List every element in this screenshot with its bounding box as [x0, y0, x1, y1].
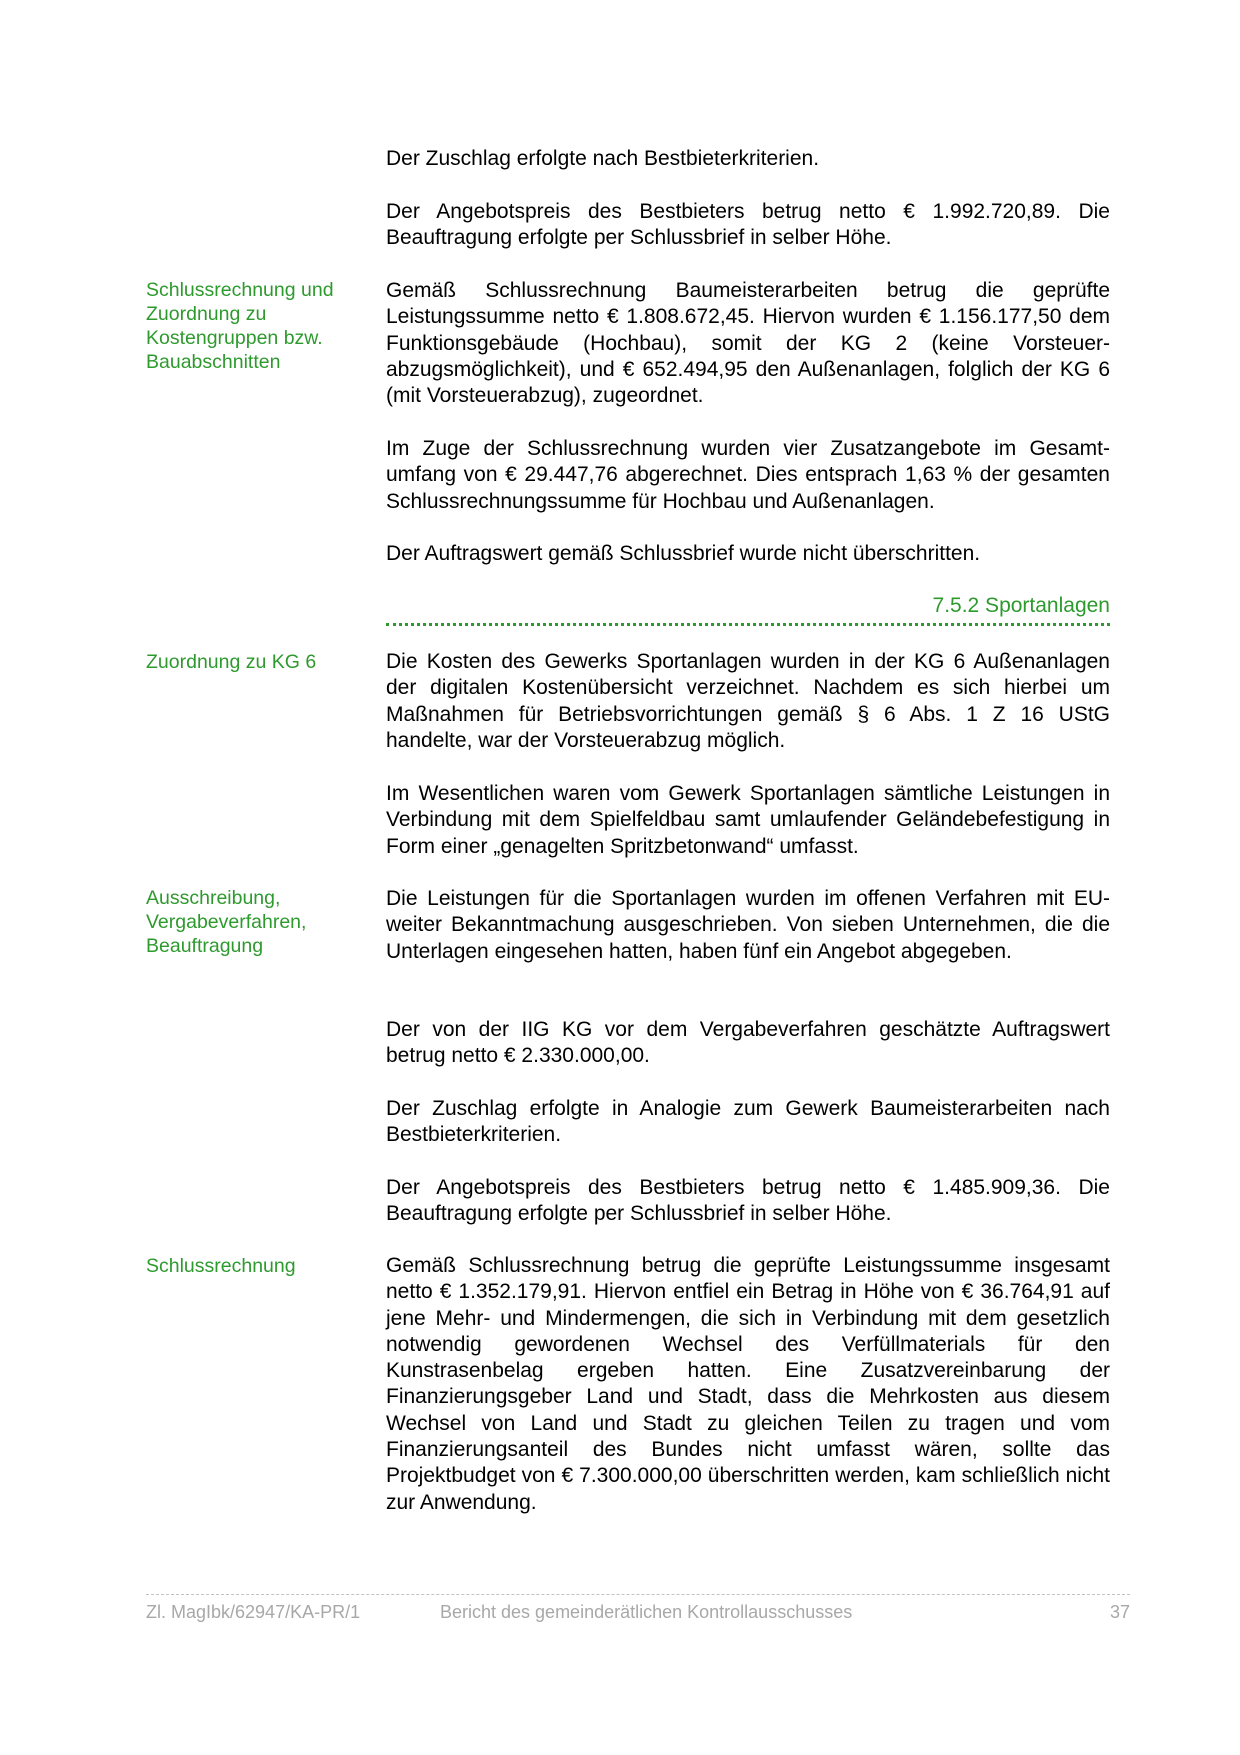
margin-note-ausschreibung	[146, 886, 361, 958]
paragraph-zuschlag: Der Zuschlag erfolgte nach Bestbieterkriterien.	[386, 147, 820, 170]
paragraph-zusatzangebote: Im Zuge der Schlussrechnung wurden vier Zusatzangebote im Gesamtumfang von € 29.447,76 abgerechnet. Dies entsprach 1,63 % der gesamten Schlussrechnungssumme für Hochbau und Außenanlagen.	[386, 437, 1110, 513]
margin-note-schlussrechnung-zuordnung	[146, 278, 361, 374]
margin-note-line: Schlussrechnung und	[146, 279, 334, 301]
margin-note-line: Ausschreibung,	[146, 887, 281, 909]
margin-note-line: Vergabeverfahren,	[146, 911, 307, 933]
heading-dotted-rule	[386, 623, 1110, 626]
footer-title: Bericht des gemeinderätlichen Kontrollausschusses	[440, 1602, 853, 1622]
margin-note-schlussrechnung: Schlussrechnung	[146, 1255, 296, 1277]
margin-note-line: Zuordnung zu	[146, 303, 267, 325]
paragraph-zuschlag-analogie: Der Zuschlag erfolgte in Analogie zum Gewerk Baumeisterarbeiten nach Bestbieterkriterien.	[386, 1097, 1110, 1147]
paragraph-ausschreibung: Die Leistungen für die Sportanlagen wurden im offenen Verfahren mit EU-weiter Bekanntmachung ausgeschrieben. Von sieben Unternehmen, die die Unterlagen eingesehen hatten, haben fünf ein Angebot abgegeben.	[386, 887, 1110, 963]
margin-note-line: Bauabschnitten	[146, 351, 281, 373]
margin-note-line: Kostengruppen bzw.	[146, 327, 323, 349]
margin-note-line: Beauftragung	[146, 935, 264, 957]
paragraph-leistungen-umfang: Im Wesentlichen waren vom Gewerk Sportanlagen sämtliche Leistungen in Verbindung mit dem Spielfeldbau samt umlaufender Geländebefestigung in Form einer „genagelten Spritzbetonwand“ umfasst.	[386, 782, 1110, 858]
margin-note-zuordnung-kg6: Zuordnung zu KG 6	[146, 651, 317, 673]
paragraph-geschaetzter-auftragswert: Der von der IIG KG vor dem Vergabeverfahren geschätzte Auftragswert betrug netto € 2.330.000,00.	[386, 1018, 1110, 1068]
footer-page-number: 37	[1109, 1602, 1130, 1622]
section-heading-sportanlagen: 7.5.2 Sportanlagen	[932, 594, 1110, 617]
paragraph-kosten-sportanlagen: Die Kosten des Gewerks Sportanlagen wurden in der KG 6 Außenanlagen der digitalen Kostenübersicht verzeichnet. Nachdem es sich hierbei um Maßnahmen für Betriebsvorrichtungen gemäß § 6 Abs. 1 Z 16 UStG handelte, war der Vorsteuerabzug möglich.	[386, 650, 1110, 752]
paragraph-auftragswert: Der Auftragswert gemäß Schlussbrief wurde nicht überschritten.	[386, 542, 981, 565]
paragraph-angebotspreis: Der Angebotspreis des Bestbieters betrug netto € 1.992.720,89. Die Beauftragung erfolgte per Schlussbrief in selber Höhe.	[386, 200, 1110, 250]
footer-rule	[146, 1594, 1130, 1595]
paragraph-angebotspreis-sportanlagen: Der Angebotspreis des Bestbieters betrug netto € 1.485.909,36. Die Beauftragung erfolgte per Schlussbrief in selber Höhe.	[386, 1176, 1110, 1226]
paragraph-schlussrechnung-baumeister: Gemäß Schlussrechnung Baumeisterarbeiten betrug die geprüfte Leistungssumme netto € 1.808.672,45. Hiervon wurden € 1.156.177,50 dem Funktionsgebäude (Hochbau), somit der KG 2 (keine Vorsteuerabzugsmöglichkeit), und € 652.494,95 den Außenanlagen, folglich der KG 6 (mit Vorsteuerabzug), zugeordnet.	[386, 279, 1110, 408]
footer-reference: Zl. MagIbk/62947/KA-PR/1	[146, 1602, 361, 1622]
paragraph-schlussrechnung-sportanlagen: Gemäß Schlussrechnung betrug die geprüfte Leistungssumme insgesamt netto € 1.352.179,91. Hiervon entfiel ein Betrag in Höhe von € 36.764,91 auf jene Mehr- und Mindermengen, die sich in Verbindung mit dem gesetzlich notwendig gewordenen Wechsel des Verfüllmaterials für den Kunstrasenbelag ergeben hatten. Eine Zusatzvereinbarung der Finanzierungsgeber Land und Stadt, dass die Mehrkosten aus diesem Wechsel von Land und Stadt zu gleichen Teilen zu tragen und vom Finanzierungsanteil des Bundes nicht umfasst wären, sollte das Projektbudget von € 7.300.000,00 überschritten werden, kam schließlich nicht zur Anwendung.	[386, 1254, 1110, 1514]
